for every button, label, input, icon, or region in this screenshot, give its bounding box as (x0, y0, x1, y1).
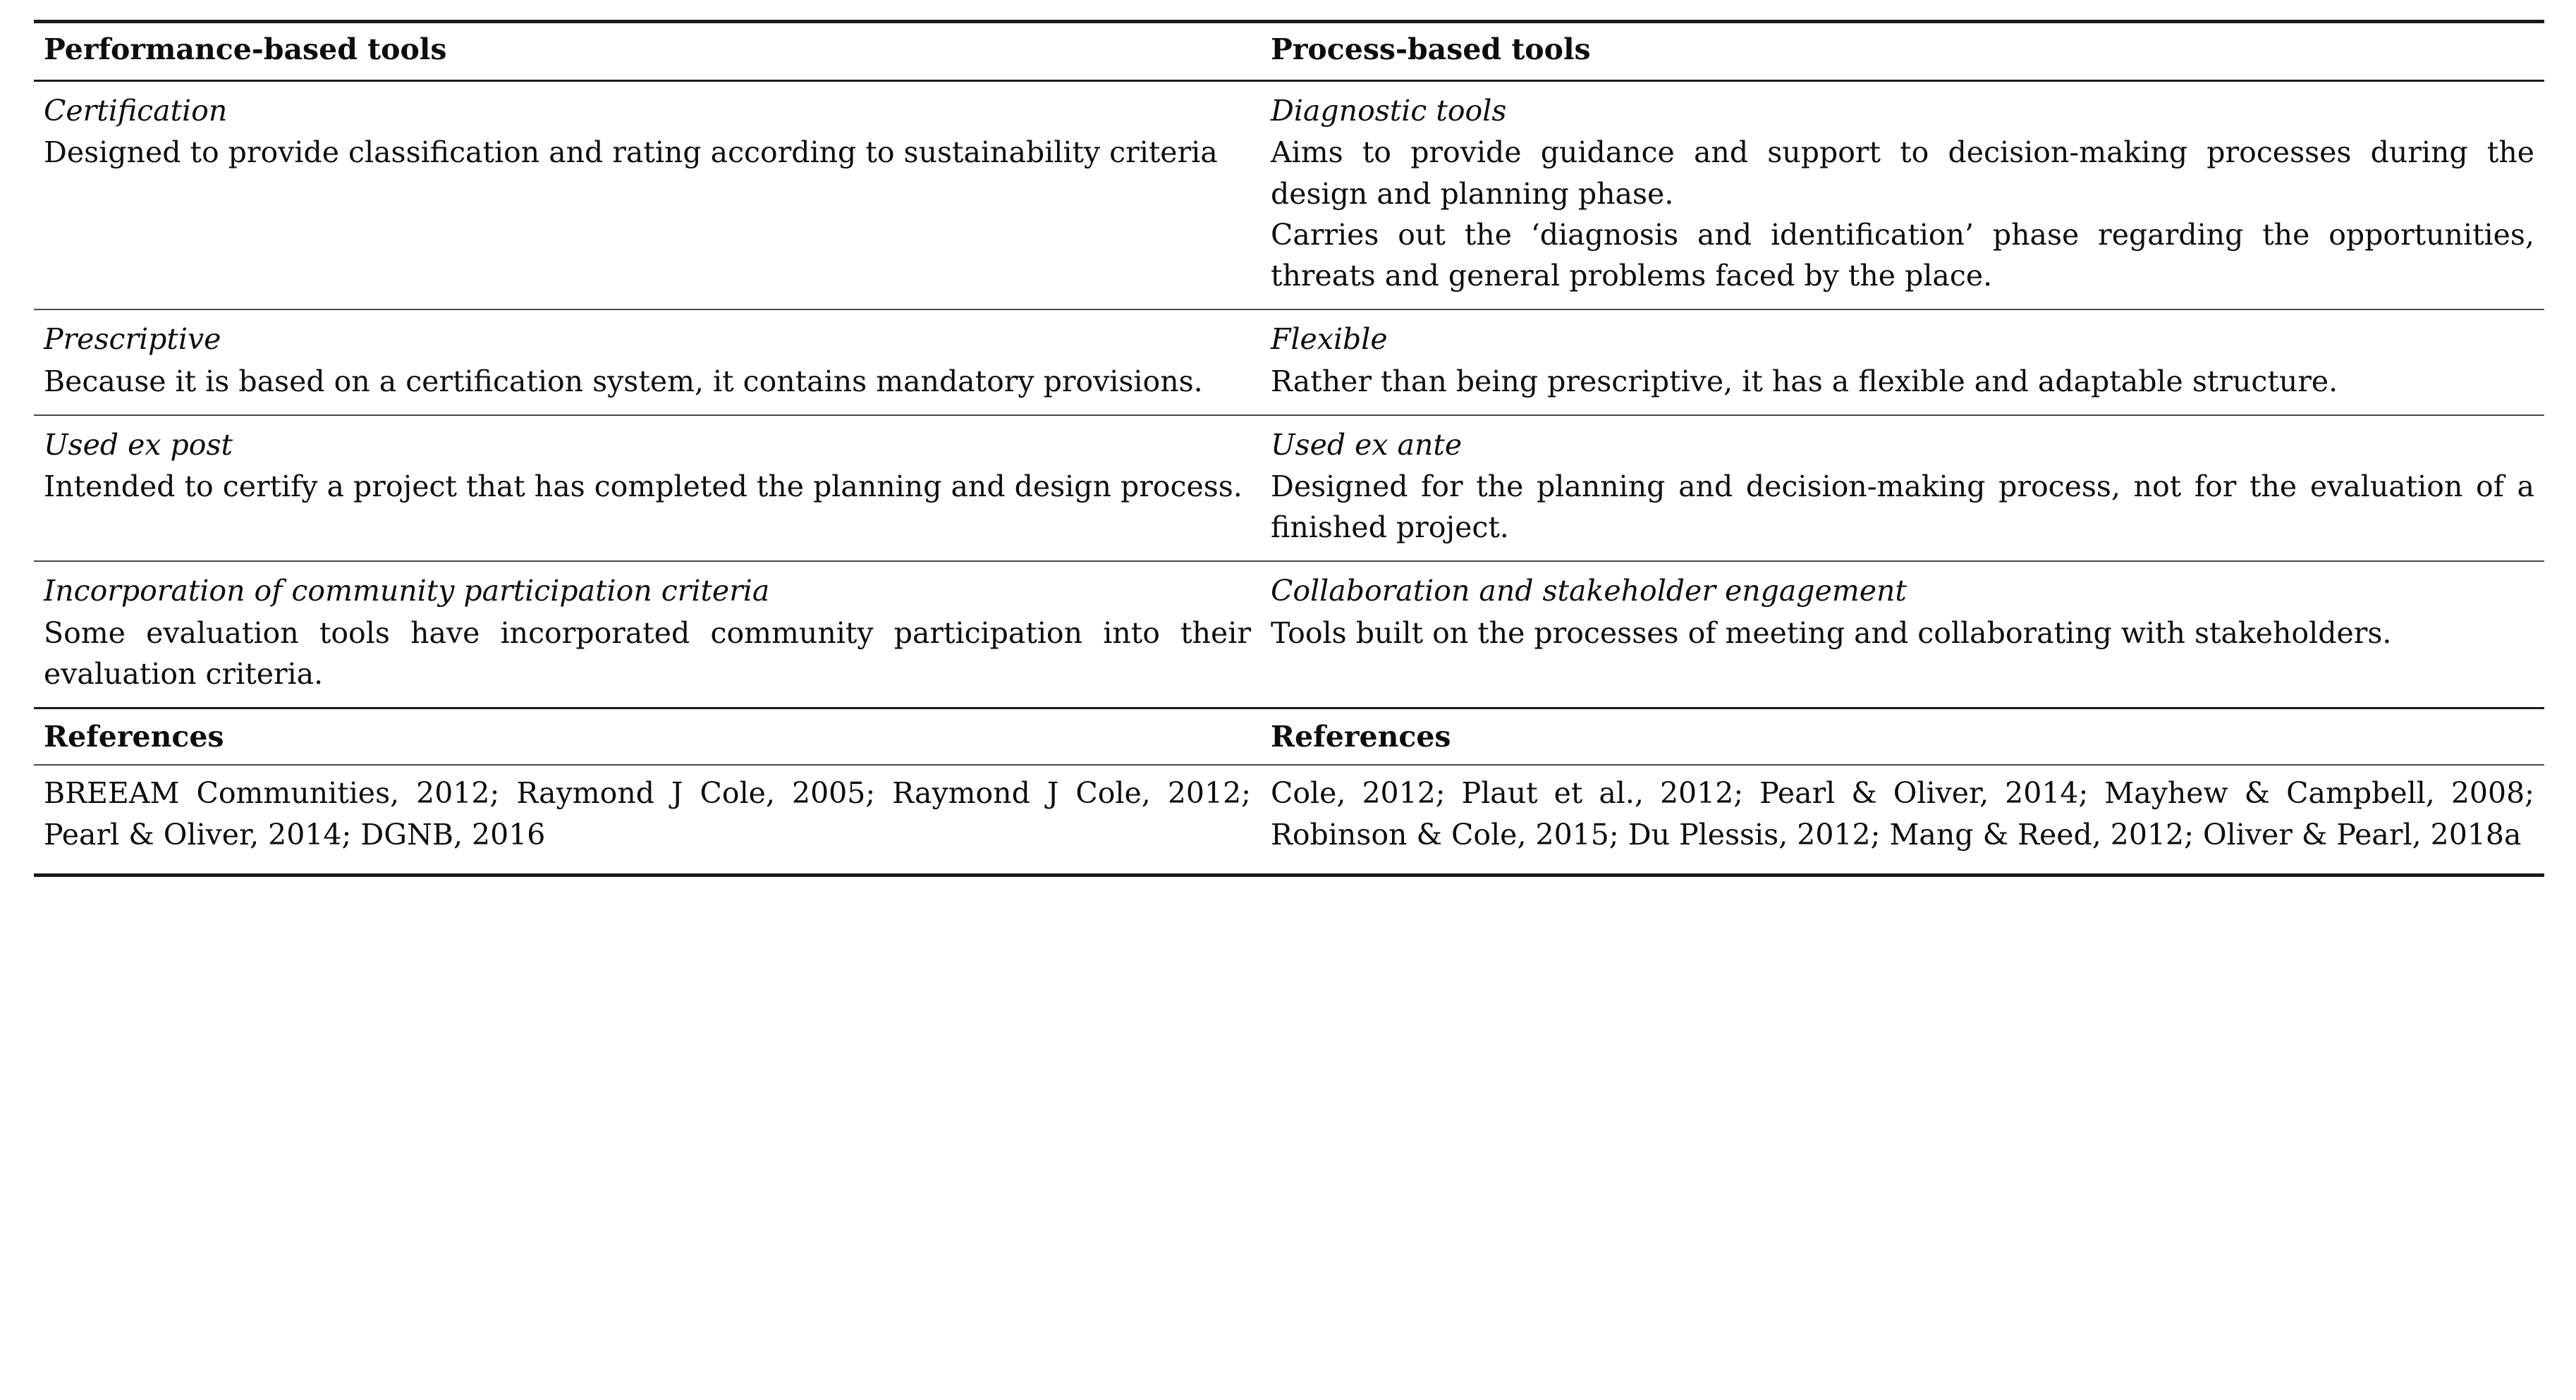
table-row (34, 81, 2544, 310)
references-label: References (1271, 720, 1451, 754)
cell-paragraph: Because it is based on a certification system, it contains mandatory provisions. (44, 364, 1203, 398)
cell-performance-prescriptive (34, 309, 1261, 415)
references-body-row (34, 765, 2544, 875)
cell-paragraph: Rather than being prescriptive, it has a flexible and adaptable structure. (1271, 364, 2338, 398)
cell-subhead: Certification (44, 94, 228, 128)
cell-subhead: Used ex ante (1271, 427, 1463, 462)
cell-paragraph: Carries out the ‘diagnosis and identification’ phase regarding the opportunities, threats and general problems faced by the place. (1271, 217, 2534, 293)
cell-subhead: Flexible (1271, 322, 1388, 357)
cell-process-flexible (1261, 309, 2544, 415)
references-header-row (34, 708, 2544, 766)
cell-subhead: Collaboration and stakeholder engagement (1271, 574, 1907, 608)
table-row (34, 561, 2544, 708)
cell-paragraph: Tools built on the processes of meeting and collaborating with stakeholders. (1271, 615, 2392, 650)
cell-performance-community-participation (34, 561, 1261, 708)
references-header-left (34, 708, 1261, 766)
table-row (34, 309, 2544, 415)
cell-performance-certification (34, 81, 1261, 310)
references-body-left (34, 765, 1261, 875)
references-label: References (44, 720, 224, 754)
references-text: BREEAM Communities, 2012; Raymond J Cole, 2005; Raymond J Cole, 2012; Pearl & Oliver, 2014; DGNB, 2016 (44, 776, 1251, 852)
cell-performance-used-ex-post (34, 415, 1261, 562)
cell-paragraph: Intended to certify a project that has completed the planning and design process. (44, 469, 1243, 503)
references-text: Cole, 2012; Plaut et al., 2012; Pearl & Oliver, 2014; Mayhew & Campbell, 2008; Robinson & Cole, 2015; Du Plessis, 2012; Mang & Reed, 2012; Oliver & Pearl, 2018a (1271, 776, 2534, 852)
column-header-performance (34, 22, 1261, 81)
cell-subhead: Diagnostic tools (1271, 94, 1507, 128)
cell-paragraph: Designed to provide classification and rating according to sustainability criteria (44, 135, 1218, 170)
table-header-row (34, 22, 2544, 81)
cell-paragraph: Designed for the planning and decision-making process, not for the evaluation of a finished project. (1271, 469, 2534, 545)
references-body-right (1261, 765, 2544, 875)
cell-subhead: Prescriptive (44, 322, 221, 357)
column-header-label: Performance-based tools (44, 32, 447, 66)
cell-paragraph: Aims to provide guidance and support to decision-making processes during the design and planning phase. (1271, 135, 2534, 211)
table-row (34, 415, 2544, 562)
page-footer-space (34, 877, 2542, 894)
column-header-process (1261, 22, 2544, 81)
cell-subhead: Used ex post (44, 427, 233, 462)
cell-process-used-ex-ante (1261, 415, 2544, 562)
column-header-label: Process-based tools (1271, 32, 1591, 66)
references-header-right (1261, 708, 2544, 766)
cell-process-collaboration (1261, 561, 2544, 708)
cell-process-diagnostic (1261, 81, 2544, 310)
cell-paragraph: Some evaluation tools have incorporated community participation into their evaluation criteria. (44, 615, 1251, 691)
cell-subhead: Incorporation of community participation criteria (44, 574, 770, 608)
comparison-table (34, 20, 2544, 877)
